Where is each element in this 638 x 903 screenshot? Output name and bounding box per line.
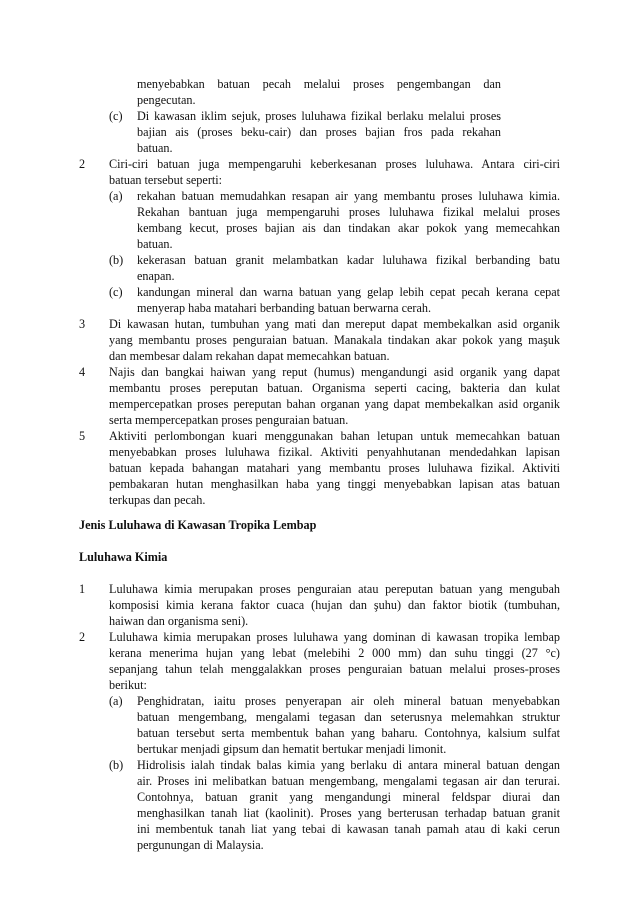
text-line: dan membesar dalam rekahan dapat memecahkan batuan. <box>109 349 390 363</box>
item-number: 4 <box>79 365 86 379</box>
text-line: berikut: <box>109 678 147 692</box>
text-line: Rekahan bantuan juga mempengaruhi proses luluhawa fizikal melalui proses <box>137 205 560 219</box>
item-number: 5 <box>79 429 86 443</box>
text-line: kembang kecut, proses bajian ais dan tindakan akar pokok yang memecahkan <box>137 221 560 235</box>
text-line: menghasilkan tanah liat (kaolinit). Proses yang berterusan terhadap batuan granit <box>137 806 560 820</box>
item-number: 2 <box>79 630 86 644</box>
text-line: batuan tersebut seperti: <box>109 173 223 187</box>
text-line: menyebabkan batuan pecah melalui proses pengembangan dan <box>137 77 501 91</box>
text-line: mempercepatkan proses pereputan bahan organan yang dapat membekalkan asid organik <box>109 397 560 411</box>
text-line: batuan mengembang, mengalami tegasan dan seterusnya melemahkan struktur <box>137 710 560 724</box>
text-line: pembakaran hutan menghasilkan haba yang tinggi menyebabkan lapisan atas batuan <box>109 477 560 491</box>
text-line: pergunungan di Malaysia. <box>137 838 264 852</box>
item-number: 3 <box>79 317 86 331</box>
sub-marker: (b) <box>109 758 124 772</box>
text-line: kekerasan batuan granit melambatkan kadar luluhawa fizikal berbanding batu <box>137 253 560 267</box>
text-line: Luluhawa kimia merupakan proses penguraian atau pereputan batuan yang mengubah <box>109 582 560 596</box>
text-line: komposisi kimia kerana faktor cuaca (hujan dan şuhu) dan faktor biotik (tumbuhan, <box>109 598 560 612</box>
text-line: kandungan mineral dan warna batuan yang gelap lebih cepat pecah kerana cepat <box>137 285 560 299</box>
text-line: bertukar menjadi gipsum dan hematit bertukar menjadi limonit. <box>137 742 447 756</box>
text-line: Aktiviti perlombongan kuari menggunakan bahan letupan untuk memecahkan batuan <box>109 429 560 443</box>
text-line: batuan tersebut serta membentuk bahan yang baharu. Contohnya, kalsium sulfat <box>137 726 560 740</box>
text-line: Contohnya, batuan granit yang mengandungi mineral feldspar diurai dan <box>137 790 560 804</box>
text-line: bajian ais (proses beku-cair) dan proses bajian fros pada rekahan <box>137 125 501 139</box>
text-line: terkupas dan pecah. <box>109 493 206 507</box>
text-line: Penghidratan, iaitu proses penyerapan air oleh mineral batuan menyebabkan <box>137 694 560 708</box>
text-line: sepanjang tahun telah menggalakkan proses penguraian batuan melalui proses-proses <box>109 662 560 676</box>
sub-marker: (c) <box>109 109 123 123</box>
sub-marker: (b) <box>109 253 124 267</box>
item-number: 2 <box>79 157 86 171</box>
text-line: kerana menerima hujan yang lebat (melebihi 2 000 mm) dan suhu tinggi (27 °c) <box>109 646 560 660</box>
sub-marker: (a) <box>109 189 123 203</box>
sub-marker: (c) <box>109 285 123 299</box>
text-line: Di kawasan iklim sejuk, proses luluhawa fizikal berlaku melalui proses <box>137 109 501 123</box>
item-number: 1 <box>79 582 86 596</box>
text-line: Ciri-ciri batuan juga mempengaruhi keberkesanan proses luluhawa. Antara ciri-ciri <box>109 157 560 171</box>
sub-marker: (a) <box>109 694 123 708</box>
text-line: haiwan dan organisma seni). <box>109 614 249 628</box>
text-line: Di kawasan hutan, tumbuhan yang mati dan mereput dapat membekalkan asid organik <box>109 317 560 331</box>
text-line: batuan. <box>137 141 173 155</box>
text-line: serta mempercepatkan proses penguraian batuan. <box>109 413 349 427</box>
text-line: Najis dan bangkai haiwan yang reput (humus) mengandungi asid organik yang dapat <box>109 365 560 379</box>
text-line: pengecutan. <box>137 93 196 107</box>
text-line: batuan. <box>137 237 173 251</box>
text-line: yang membantu proses penguraian batuan. Manakala tindakan akar pokok yang maşuk <box>109 333 560 347</box>
text-line: menyebabkan proses luluhawa fizikal. Aktiviti penyahhutanan mendedahkan lapisan <box>109 445 560 459</box>
text-line: batuan kepada bahangan matahari yang membantu proses luluhawa fizikal. Aktiviti <box>109 461 560 475</box>
text-line: ini membentuk tanah liat yang tebai di kawasan tanah pamah atau di kaki cerun <box>137 822 560 836</box>
subsection-heading: Luluhawa Kimia <box>79 550 168 564</box>
text-line: enapan. <box>137 269 175 283</box>
text-line: membantu proses pereputan batuan. Organisma seperti cacing, bakteria dan kulat <box>109 381 560 395</box>
text-line: menyerap haba matahari berbanding batuan berwarna cerah. <box>137 301 432 315</box>
text-line: air. Proses ini melibatkan batuan mengembang, mengalami tegasan air dan terurai. <box>137 774 560 788</box>
text-line: Luluhawa kimia merupakan proses luluhawa yang dominan di kawasan tropika lembap <box>109 630 560 644</box>
text-line: Hidrolisis ialah tindak balas kimia yang berlaku di antara mineral batuan dengan <box>137 758 560 772</box>
text-line: rekahan batuan memudahkan resapan air yang membantu proses luluhawa kimia. <box>137 189 560 203</box>
section-heading: Jenis Luluhawa di Kawasan Tropika Lembap <box>79 518 317 532</box>
